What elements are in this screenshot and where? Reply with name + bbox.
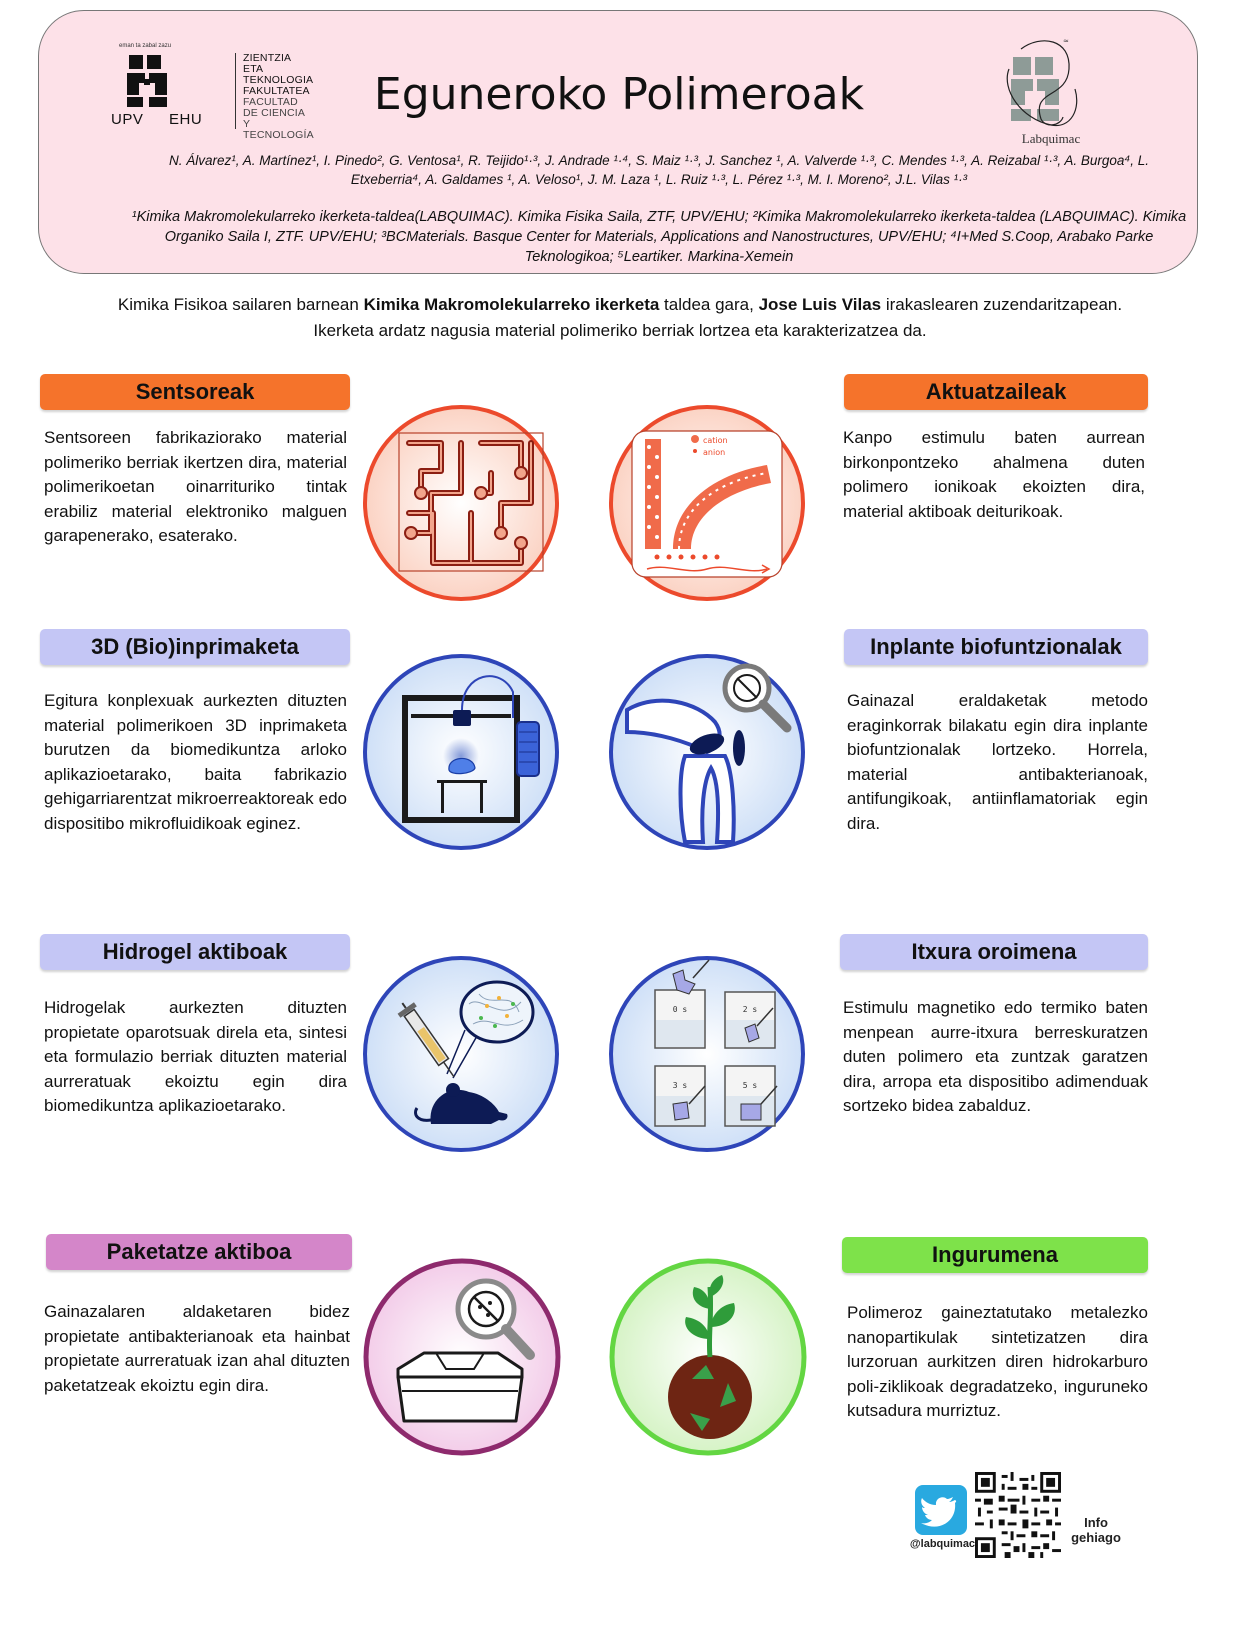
- section-title-ingurumena: Ingurumena: [842, 1237, 1148, 1273]
- time-2s: 2 s: [742, 1005, 758, 1014]
- time-0s: 0 s: [672, 1005, 688, 1014]
- more-info-link[interactable]: Info gehiago: [1071, 1515, 1121, 1545]
- syringe-mouse-icon: [361, 954, 561, 1154]
- packaging-circle: [362, 1257, 562, 1457]
- actuator-circle: [607, 403, 807, 603]
- section-title-hidrogel: Hidrogel aktiboak: [40, 934, 350, 970]
- sensor-circle: [361, 403, 561, 603]
- section-text-hidrogel: Hidrogelak aurkezten dituzten propietate oparotsuak direla eta, sintesi eta formulazio berriak dituzten material aurreratuak ekoiztu egin dira biomedikuntza aplikazioetarako.: [44, 998, 347, 1116]
- header-panel: [38, 10, 1198, 274]
- upv-ehu-logo: [97, 43, 317, 141]
- bioprinting-circle: [361, 652, 561, 852]
- legend-cation: cation: [703, 436, 728, 445]
- svg-text:≈: ≈: [1063, 37, 1069, 45]
- section-text-ingurumena: Polimeroz gaineztatutako metalezko nanopartikulak sintetizatzen dira lurzoruan aurkitzen diren hidrokarburo poli-ziklikoak degradatzeko, inguruneko kutsadura murriztuz.: [847, 1303, 1148, 1421]
- section-text-bioinprimaketa: Egitura konplexuak aurkezten dituzten material polimerikoen 3D inprimaketa burutzen da biomedikuntza arloko aplikazioetarako, baita fabrikazio gehigarriarentzat mikroerreaktoreak edo dispositibo mikrofluidikoak eginez.: [44, 691, 347, 833]
- implant-circle: [607, 652, 807, 852]
- circuit-board-icon: [361, 403, 561, 603]
- logo-divider: [235, 53, 236, 129]
- authors: N. Álvarez¹, A. Martínez¹, I. Pinedo², G. Ventosa¹, R. Teijido¹·³, J. Andrade ¹·⁴, S. Maiz ¹·³, J. Sanchez ¹, A. Valverde ¹·³, C. Mendes ¹·³, A. Reizabal ¹·³, A. Burgoa⁴, L. Etxeberria⁴, A. Galdames ¹, A. Veloso¹, J. M. Laza ¹, L. Ruiz ¹·³, L. Pérez ¹·³, M. I. Moreno², J.L. Vilas ¹·³: [169, 153, 1149, 187]
- legend-anion: anion: [703, 448, 726, 457]
- section-text-inplante: Gainazal eraldaketak metodo eraginkorrak bilakatu egin dira inplante biofuntzionalak lortzeko. Horrela, material antibakterianoak, antifungikoak, antiinflamatoriak egin dira.: [847, 691, 1148, 833]
- section-title-paketatze: Paketatze aktiboa: [46, 1234, 352, 1270]
- food-container-icon: [362, 1257, 562, 1457]
- section-title-inplante: Inplante biofuntzionalak: [844, 629, 1148, 665]
- affiliations: ¹Kimika Makromolekularreko ikerketa-taldea(LABQUIMAC). Kimika Fisika Saila, ZTF, UPV/EHU; ²Kimika Makromolekularreko ikerketa-taldea (LABQUIMAC). Kimika Organiko Saila I, ZTF. UPV/EHU; ³BCMaterials. Basque Center for Materials, Applications and Nanostructures, UPV/EHU; ⁴I+Med S.Coop, Arabako Parke Teknologikoa; ⁵Leartiker. Markina-Xemein: [131, 209, 1187, 265]
- 3d-printer-icon: [361, 652, 561, 852]
- page-title: Eguneroko Polimeroak: [373, 69, 865, 120]
- twitter-handle[interactable]: @labquimac: [909, 1538, 976, 1550]
- upv-motto: eman ta zabal zazu: [119, 43, 172, 49]
- twitter-bird-icon: [915, 1485, 967, 1535]
- section-text-itxura: Estimulu magnetiko edo termiko baten menpean aurre-itxura berreskuratzen duten polimero eta zuntzak garatzen dira, arropa eta dispositibo adimenduak sortzeko bidea zabalduz.: [843, 998, 1148, 1116]
- upv-label: UPV: [111, 111, 144, 128]
- qr-code-icon[interactable]: [975, 1472, 1061, 1558]
- section-title-aktuatzaileak: Aktuatzaileak: [844, 374, 1148, 410]
- hydrogel-circle: [361, 954, 561, 1154]
- beakers-icon: [607, 954, 807, 1154]
- section-text-paketatze: Gainazalaren aldaketaren bidez propietate antibakterianoak eta hainbat propietate aurreratuak izan ahal dituzten paketatzeak ekoiztu egin dira.: [44, 1302, 350, 1395]
- section-text-aktuatzaileak: Kanpo estimulu baten aurrean birkonpontzeko ahalmena duten polimero ionikoak ekoizten dira, material aktiboak deiturikoak.: [843, 428, 1145, 521]
- section-text-sentsoreak: Sentsoreen fabrikaziorako material polimeriko berriak ikertzen dira, material polimerikoetan oinarrituriko tintak erabiliz material elektroniko malguen garapenerako, esaterako.: [44, 428, 347, 546]
- ehu-label: EHU: [169, 111, 203, 128]
- section-title-itxura: Itxura oroimena: [840, 934, 1148, 970]
- plant-recycle-icon: [608, 1257, 808, 1457]
- faculty-name: ZIENTZIA ETA TEKNOLOGIA FAKULTATEA FACULTAD DE CIENCIA Y TECNOLOGÍA: [243, 52, 314, 141]
- shape-memory-circle: [607, 954, 807, 1154]
- environment-circle: [608, 1257, 808, 1457]
- labquimac-name: Labquimac: [1021, 131, 1081, 146]
- section-title-sentsoreak: Sentsoreak: [40, 374, 350, 410]
- twitter-button[interactable]: [915, 1485, 967, 1535]
- ionic-actuator-icon: [607, 403, 807, 603]
- knee-implant-icon: [607, 652, 807, 852]
- time-3s: 3 s: [672, 1081, 688, 1090]
- time-5s: 5 s: [742, 1081, 758, 1090]
- section-title-bioinprimaketa: 3D (Bio)inprimaketa: [40, 629, 350, 665]
- intro-text: Kimika Fisikoa sailaren barnean Kimika Makromolekularreko ikerketa taldea gara, Jose Luis Vilas irakaslearen zuzendaritzapean. Ikerketa ardatz nagusia material polimeriko berriak lortzea eta karakterizatzea da.: [117, 295, 1123, 340]
